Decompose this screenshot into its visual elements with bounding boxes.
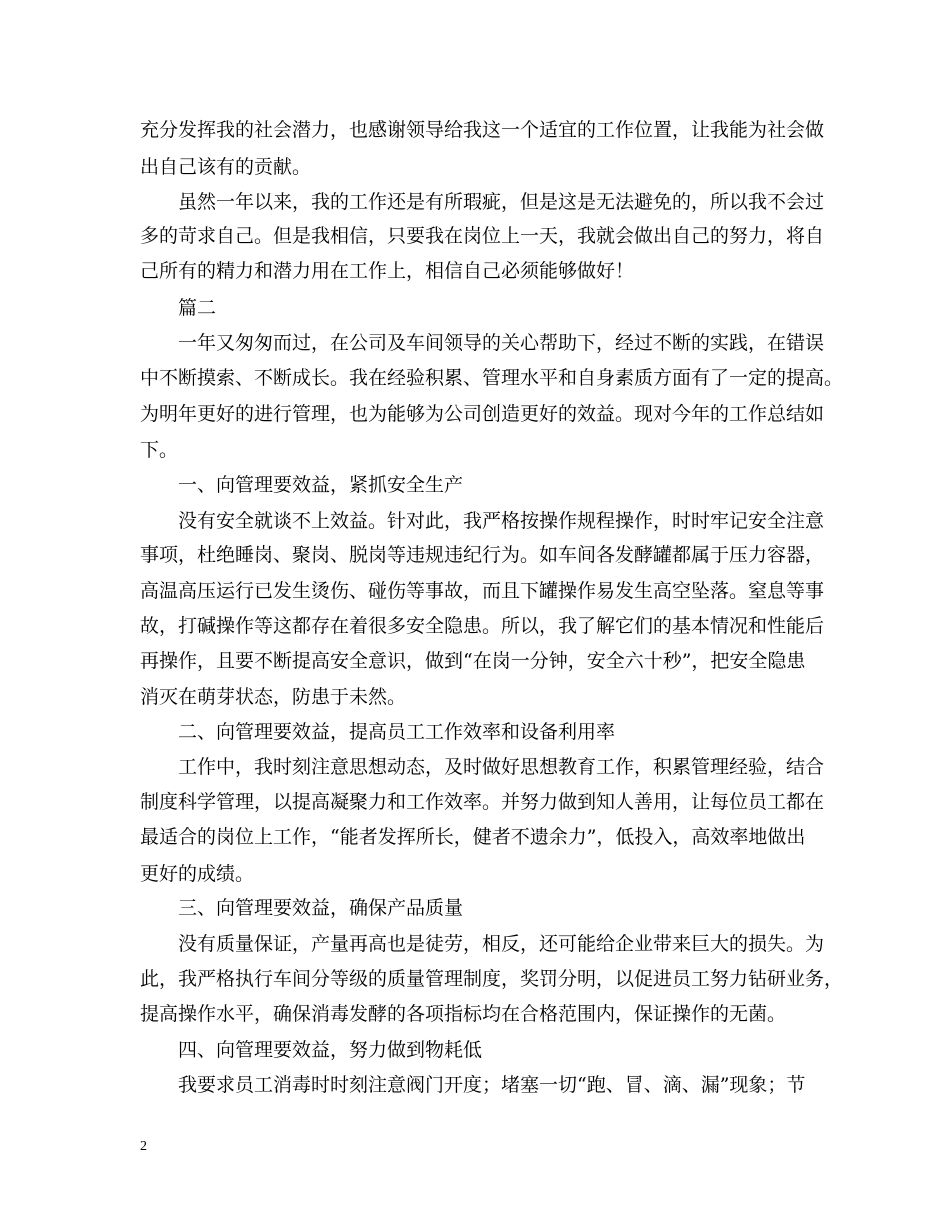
text-line: 虽然一年以来，我的工作还是有所瑕疵，但是这是无法避免的，所以我不会过: [178, 191, 825, 213]
text-line: 没有质量保证，产量再高也是徒劳，相反，还可能给企业带来巨大的损失。为: [178, 933, 825, 955]
text-line: 制度科学管理，以提高凝聚力和工作效率。并努力做到知人善用，让每位员工都在: [140, 791, 825, 813]
text-line: 消灭在萌芽状态，防患于未然。: [140, 686, 407, 708]
text-line: 下。: [140, 439, 179, 461]
text-line: 事项，杜绝睡岗、聚岗、脱岗等违规违纪行为。如车间各发酵罐都属于压力容器，: [140, 544, 825, 566]
text-line: 更好的成绩。: [140, 863, 255, 885]
text-line: 我要求员工消毒时时刻注意阀门开度；堵塞一切“跑、冒、滴、漏”现象；节: [178, 1074, 806, 1096]
text-line: 充分发挥我的社会潜力，也感谢领导给我这一个适宜的工作位置，让我能为社会做: [140, 119, 825, 141]
text-line: 为明年更好的进行管理，也为能够为公司创造更好的效益。现对今年的工作总结如: [140, 403, 825, 425]
text-line: 出自己该有的贡献。: [140, 156, 312, 178]
text-line: 中不断摸索、不断成长。我在经验积累、管理水平和自身素质方面有了一定的提高。: [140, 367, 844, 389]
text-line: 多的苛求自己。但是我相信，只要我在岗位上一天，我就会做出自己的努力，将自: [140, 225, 825, 247]
subsection-heading: 三、向管理要效益，确保产品质量: [178, 897, 464, 919]
text-line: 一年又匆匆而过，在公司及车间领导的关心帮助下，经过不断的实践，在错误: [178, 332, 825, 354]
subsection-heading: 二、向管理要效益，提高员工工作效率和设备利用率: [178, 721, 616, 743]
text-line: 没有安全就谈不上效益。针对此，我严格按操作规程操作，时时牢记安全注意: [178, 510, 825, 532]
text-line: 提高操作水平，确保消毒发酵的各项指标均在合格范围内，保证操作的无菌。: [140, 1003, 787, 1025]
subsection-heading: 四、向管理要效益，努力做到物耗低: [178, 1039, 483, 1061]
text-line: 高温高压运行已发生烫伤、碰伤等事故，而且下罐操作易发生高空坠落。窒息等事: [140, 580, 825, 602]
text-line: 工作中，我时刻注意思想动态，及时做好思想教育工作，积累管理经验，结合: [178, 756, 825, 778]
page-number: 2: [140, 1139, 147, 1154]
subsection-heading: 一、向管理要效益，紧抓安全生产: [178, 474, 464, 496]
text-line: 故，打碱操作等这都存在着很多安全隐患。所以，我了解它们的基本情况和性能后: [140, 615, 825, 637]
text-line: 再操作，且要不断提高安全意识，做到“在岗一分钟，安全六十秒”，把安全隐患: [140, 650, 806, 672]
text-line: 己所有的精力和潜力用在工作上，相信自己必须能够做好！: [140, 260, 635, 282]
text-line: 最适合的岗位上工作，“能者发挥所长，健者不遗余力”，低投入，高效率地做出: [140, 826, 806, 848]
section-heading: 篇二: [178, 297, 217, 319]
text-line: 此，我严格执行车间分等级的质量管理制度，奖罚分明，以促进员工努力钻研业务，: [140, 968, 844, 990]
